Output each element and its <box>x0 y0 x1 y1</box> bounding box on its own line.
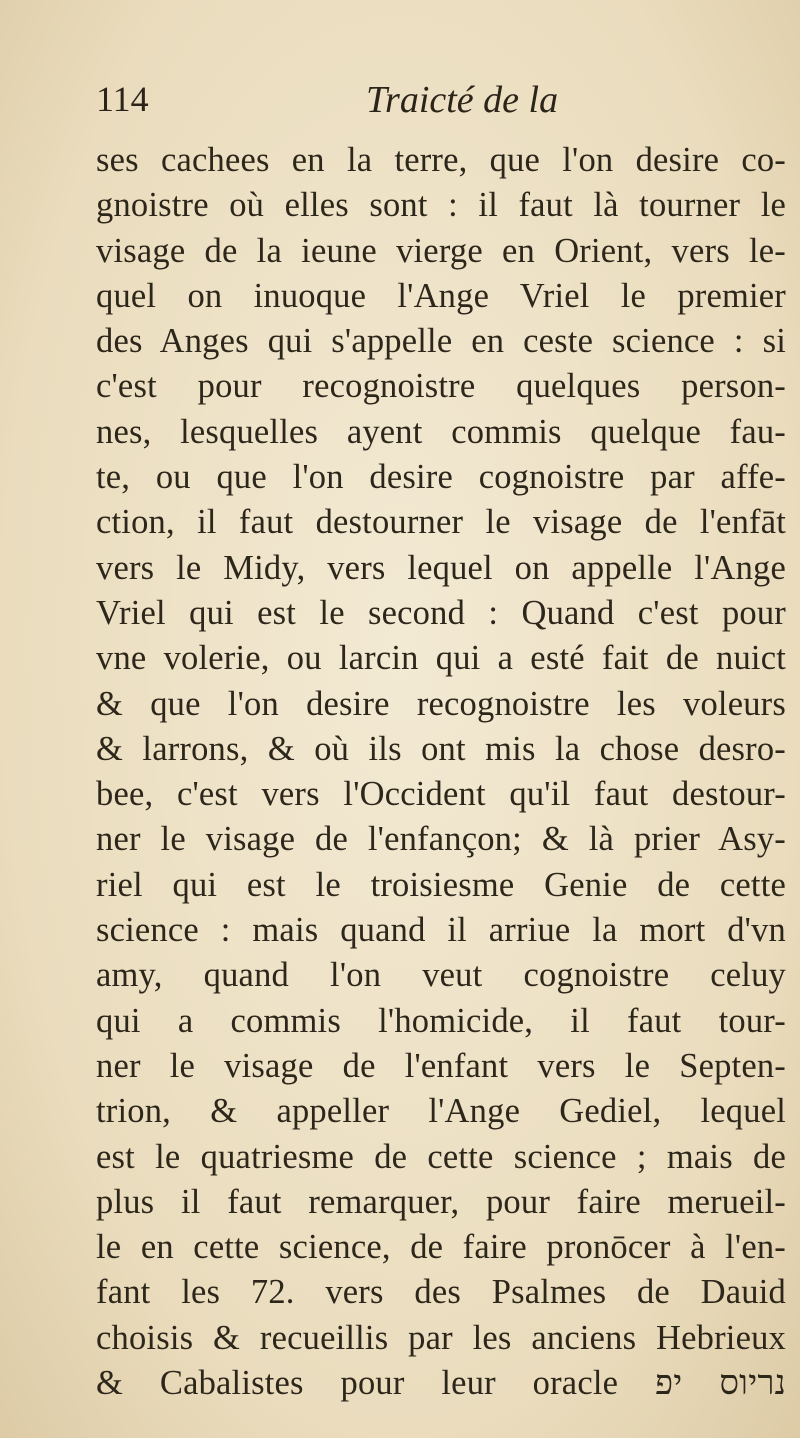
text-line: Vriel qui est le second : Quand c'est pour <box>96 593 786 632</box>
text-line: ner le visage de l'enfant vers le Septen- <box>96 1046 786 1085</box>
text-line: riel qui est le troisiesme Genie de cette <box>96 865 786 904</box>
text-line: vers le Midy, vers lequel on appelle l'Ange <box>96 548 786 587</box>
text-line: fant les 72. vers des Psalmes de Dauid <box>96 1273 786 1312</box>
text-line: science : mais quand il arriue la mort d'vn <box>96 911 786 950</box>
text-line: ses cachees en la terre, que l'on desire co- <box>96 141 786 179</box>
text-line: ction, il faut destourner le visage de l'enfāt <box>96 503 786 542</box>
page-header <box>96 78 776 128</box>
text-line: & larrons, & où ils ont mis la chose desro- <box>96 729 786 768</box>
text-line: te, ou que l'on desire cognoistre par affe- <box>96 458 786 497</box>
text-line: des Anges qui s'appelle en ceste science : si <box>96 322 786 361</box>
text-line: choisis & recueillis par les anciens Hebrieux <box>96 1318 786 1357</box>
text-line: trion, & appeller l'Ange Gediel, lequel <box>96 1092 786 1131</box>
page-number: 114 <box>96 79 149 119</box>
text-line: ner le visage de l'enfançon; & là prier Asy- <box>96 820 786 859</box>
text-line: c'est pour recognoistre quelques person- <box>96 367 786 406</box>
text-line: gnoistre où elles sont : il faut là tourner le <box>96 186 786 225</box>
text-line: vne volerie, ou larcin qui a esté fait de nuict <box>96 639 786 678</box>
text-line: le en cette science, de faire pronōcer à l'en- <box>96 1228 786 1267</box>
body-text <box>96 138 786 1406</box>
text-line: & que l'on desire recognoistre les voleurs <box>96 684 786 723</box>
text-line: & Cabalistes pour leur oracle נריוס יפ <box>96 1364 787 1403</box>
text-line: quel on inuoque l'Ange Vriel le premier <box>96 276 786 315</box>
text-line: bee, c'est vers l'Occident qu'il faut destour- <box>96 775 786 814</box>
text-line: est le quatriesme de cette science ; mais de <box>96 1137 786 1176</box>
text-line: amy, quand l'on veut cognoistre celuy <box>96 956 786 995</box>
text-line: visage de la ieune vierge en Orient, vers le- <box>96 231 786 270</box>
text-line: plus il faut remarquer, pour faire merueil- <box>96 1182 786 1221</box>
text-line: nes, lesquelles ayent commis quelque fau- <box>96 412 786 451</box>
text-line: qui a commis l'homicide, il faut tour- <box>96 1001 786 1040</box>
running-title: Traicté de la <box>366 79 559 121</box>
